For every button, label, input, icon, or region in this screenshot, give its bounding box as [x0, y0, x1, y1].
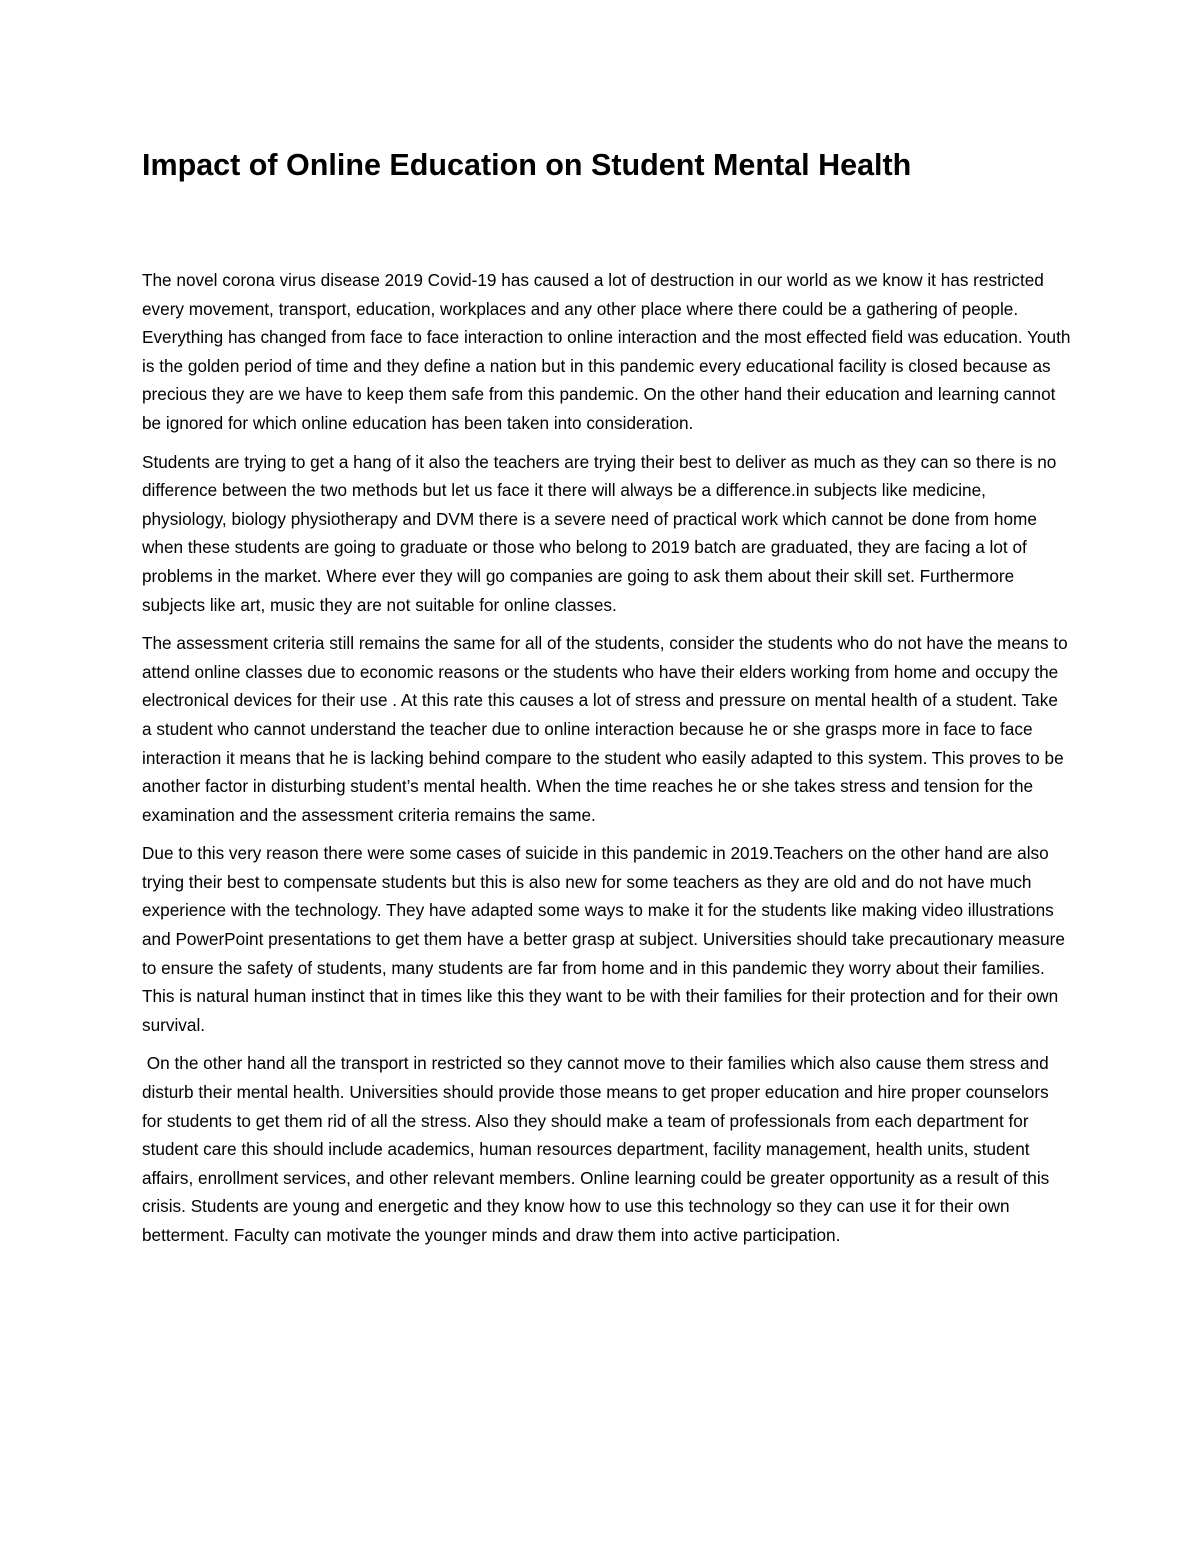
paragraph: Students are trying to get a hang of it also the teachers are trying their best to deliver as much as they can so there is no difference between the two methods but let us face it there will always be a difference.in subjects like medicine, physiology, biology physiotherapy and DVM there is a severe need of practical work which cannot be done from home when these students are going to graduate or those who belong to 2019 batch are graduated, they are facing a lot of problems in the market. Where ever they will go companies are going to ask them about their skill set. Furthermore subjects like art, music they are not suitable for online classes.	[142, 451, 1057, 615]
document-title: Impact of Online Education on Student Mental Health	[142, 148, 912, 182]
paragraph: The assessment criteria still remains the same for all of the students, consider the students who do not have the means to attend online classes due to economic reasons or the students who have their elders working from home and occupy the electronical devices for their use . At this rate this causes a lot of stress and pressure on mental health of a student. Take a student who cannot understand the teacher due to online interaction because he or she grasps more in face to face interaction it means that he is lacking behind compare to the student who easily adapted to this system. This proves to be another factor in disturbing student’s mental health. When the time reaches he or she takes stress and tension for the examination and the assessment criteria remains the same.	[142, 633, 1068, 825]
paragraph: Due to this very reason there were some cases of suicide in this pandemic in 2019.Teachers on the other hand are also trying their best to compensate students but this is also new for some teachers as they are old and do not have much experience with the technology. They have adapted some ways to make it for the students like making video illustrations and PowerPoint presentations to get them have a better grasp at subject. Universities should take precautionary measure to ensure the safety of students, many students are far from home and in this pandemic they worry about their families. This is natural human instinct that in times like this they want to be with their families for their protection and for their own survival.	[142, 843, 1065, 1035]
paragraph: On the other hand all the transport in restricted so they cannot move to their families which also cause them stress and disturb their mental health. Universities should provide those means to get proper education and hire proper counselors for students to get them rid of all the stress. Also they should make a team of professionals from each department for student care this should include academics, human resources department, facility management, health units, student affairs, enrollment services, and other relevant members. Online learning could be greater opportunity as a result of this crisis. Students are young and energetic and they know how to use this technology so they can use it for their own betterment. Faculty can motivate the younger minds and draw them into active participation.	[142, 1053, 1055, 1245]
paragraph: The novel corona virus disease 2019 Covid-19 has caused a lot of destruction in our world as we know it has restricted every movement, transport, education, workplaces and any other place where there could be a gathering of people. Everything has changed from face to face interaction to online interaction and the most effected field was education. Youth is the golden period of time and they define a nation but in this pandemic every educational facility is closed because as precious they are we have to keep them safe from this pandemic. On the other hand their education and learning cannot be ignored for which online education has been taken into consideration.	[142, 270, 1071, 433]
document-body	[142, 266, 1072, 1260]
